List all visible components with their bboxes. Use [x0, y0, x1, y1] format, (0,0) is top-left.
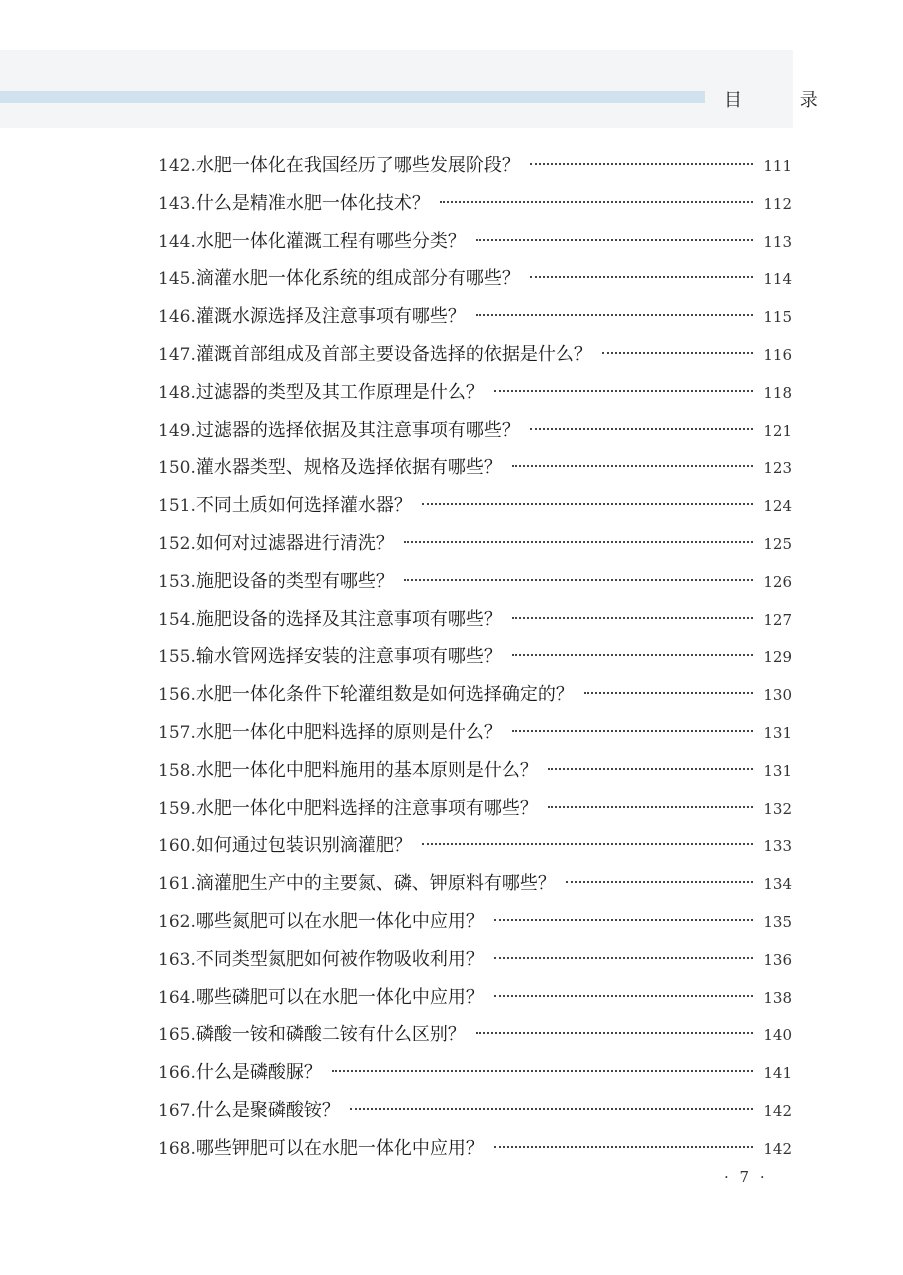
dot-leader [476, 239, 753, 241]
toc-entry-page: 123 [763, 459, 792, 478]
toc-entry[interactable] [158, 563, 792, 601]
toc-entry-number: 147. [158, 344, 196, 365]
toc-entry-title: 灌溉水源选择及注意事项有哪些？ [195, 306, 466, 328]
toc-entry-number: 168. [158, 1138, 196, 1159]
toc-entry-page: 142 [763, 1139, 792, 1158]
toc-entry-title: 输水管网选择安装的注意事项有哪些？ [195, 646, 502, 668]
toc-entry[interactable] [158, 1054, 792, 1092]
toc-entry-title: 灌溉首部组成及首部主要设备选择的依据是什么？ [195, 343, 592, 365]
toc-entry-number: 155. [158, 647, 196, 668]
toc-entry-title: 过滤器的选择依据及其注意事项有哪些？ [195, 419, 520, 441]
toc-entry-title: 水肥一体化中肥料施用的基本原则是什么？ [195, 759, 538, 781]
toc-entry-number: 159. [158, 798, 196, 819]
dot-leader [494, 919, 753, 921]
toc-entry-number: 165. [158, 1025, 196, 1046]
toc-entry-page: 142 [763, 1101, 792, 1120]
dot-leader [332, 1070, 753, 1072]
toc-entry-title: 滴灌肥生产中的主要氮、磷、钾原料有哪些？ [195, 873, 556, 895]
toc-entry-number: 167. [158, 1100, 196, 1121]
toc-entry-number: 157. [158, 722, 196, 743]
dot-leader [404, 579, 753, 581]
toc-entry-page: 131 [763, 761, 792, 780]
toc-entry[interactable] [158, 487, 792, 525]
toc-entry-page: 135 [763, 912, 792, 931]
toc-entry[interactable] [158, 865, 792, 903]
dot-leader [494, 957, 753, 959]
dot-leader [548, 806, 753, 808]
toc-entry[interactable] [158, 223, 792, 261]
toc-entry-number: 144. [158, 231, 196, 252]
toc-entry-page: 118 [763, 383, 792, 402]
header-accent-bar [0, 91, 705, 103]
dot-leader [512, 730, 753, 732]
toc-entry-number: 143. [158, 193, 196, 214]
toc-entry-number: 152. [158, 533, 196, 554]
toc-entry-title: 灌水器类型、规格及选择依据有哪些？ [195, 457, 502, 479]
toc-entry-title: 水肥一体化中肥料选择的原则是什么？ [195, 721, 502, 743]
toc-entry-page: 129 [763, 648, 792, 667]
toc-entry-title: 不同类型氮肥如何被作物吸收利用？ [195, 948, 484, 970]
toc-entry-page: 130 [763, 686, 792, 705]
toc-entry[interactable] [158, 336, 792, 374]
table-of-contents [158, 147, 792, 1168]
toc-entry[interactable] [158, 752, 792, 790]
toc-entry[interactable] [158, 1130, 792, 1168]
toc-entry-page: 112 [763, 194, 792, 213]
toc-entry-page: 116 [763, 345, 792, 364]
toc-entry-title: 施肥设备的选择及其注意事项有哪些？ [195, 608, 502, 630]
dot-leader [494, 390, 753, 392]
header-band [0, 50, 793, 128]
toc-entry[interactable] [158, 941, 792, 979]
toc-entry-page: 126 [763, 572, 792, 591]
dot-leader [512, 654, 753, 656]
toc-entry-page: 138 [763, 988, 792, 1007]
toc-entry[interactable] [158, 1016, 792, 1054]
toc-entry[interactable] [158, 827, 792, 865]
dot-leader [494, 995, 753, 997]
dot-leader [602, 352, 753, 354]
toc-entry-page: 132 [763, 799, 792, 818]
toc-entry-title: 施肥设备的类型有哪些？ [195, 570, 394, 592]
toc-entry-title: 不同土质如何选择灌水器？ [195, 495, 412, 517]
toc-entry-number: 154. [158, 609, 196, 630]
toc-entry-title: 什么是精准水肥一体化技术？ [195, 192, 430, 214]
page-title: 目 录 [724, 90, 844, 111]
dot-leader [422, 503, 753, 505]
toc-entry[interactable] [158, 903, 792, 941]
toc-entry-title: 哪些磷肥可以在水肥一体化中应用？ [195, 986, 484, 1008]
toc-entry-page: 134 [763, 875, 792, 894]
toc-entry-number: 161. [158, 874, 196, 895]
toc-entry-number: 153. [158, 571, 196, 592]
dot-leader [530, 428, 753, 430]
toc-entry-title: 滴灌水肥一体化系统的组成部分有哪些？ [195, 268, 520, 290]
dot-leader [476, 1032, 753, 1034]
toc-entry[interactable] [158, 185, 792, 223]
toc-entry-number: 163. [158, 949, 196, 970]
toc-entry-page: 113 [763, 232, 792, 251]
toc-entry-number: 164. [158, 987, 196, 1008]
dot-leader [548, 768, 753, 770]
toc-entry-page: 125 [763, 534, 792, 553]
toc-entry[interactable] [158, 449, 792, 487]
toc-entry-title: 水肥一体化条件下轮灌组数是如何选择确定的？ [195, 684, 574, 706]
toc-entry[interactable] [158, 1092, 792, 1130]
toc-entry-page: 121 [763, 421, 792, 440]
toc-entry-page: 136 [763, 950, 792, 969]
toc-entry-page: 124 [763, 497, 792, 516]
toc-entry-page: 127 [763, 610, 792, 629]
toc-entry-title: 哪些氮肥可以在水肥一体化中应用？ [195, 910, 484, 932]
toc-entry-title: 过滤器的类型及其工作原理是什么？ [195, 381, 484, 403]
toc-entry-page: 141 [763, 1064, 792, 1083]
toc-entry-number: 149. [158, 420, 196, 441]
toc-entry[interactable] [158, 790, 792, 828]
toc-entry-number: 166. [158, 1063, 196, 1084]
toc-entry[interactable] [158, 601, 792, 639]
toc-entry-page: 140 [763, 1026, 792, 1045]
toc-entry[interactable] [158, 374, 792, 412]
toc-entry-title: 磷酸一铵和磷酸二铵有什么区别？ [195, 1024, 466, 1046]
toc-entry-number: 160. [158, 836, 196, 857]
toc-entry[interactable] [158, 676, 792, 714]
dot-leader [494, 1146, 753, 1148]
toc-entry-number: 158. [158, 760, 196, 781]
dot-leader [530, 276, 753, 278]
toc-entry-page: 133 [763, 837, 792, 856]
toc-entry[interactable] [158, 979, 792, 1017]
toc-entry-page: 115 [763, 308, 792, 327]
dot-leader [512, 465, 753, 467]
toc-entry[interactable] [158, 714, 792, 752]
toc-entry-page: 111 [763, 157, 792, 175]
toc-entry-number: 142. [158, 156, 196, 176]
toc-entry-title: 如何对过滤器进行清洗？ [195, 532, 394, 554]
toc-entry-number: 162. [158, 911, 196, 932]
toc-entry-title: 水肥一体化灌溉工程有哪些分类？ [195, 230, 466, 252]
dot-leader [476, 314, 753, 316]
toc-entry-number: 145. [158, 269, 196, 290]
toc-entry-title: 水肥一体化在我国经历了哪些发展阶段？ [195, 155, 520, 176]
toc-entry-number: 150. [158, 458, 196, 479]
toc-entry[interactable] [158, 412, 792, 450]
toc-entry-title: 哪些钾肥可以在水肥一体化中应用？ [195, 1137, 484, 1159]
dot-leader [530, 163, 753, 165]
toc-entry-number: 148. [158, 382, 196, 403]
toc-entry[interactable] [158, 298, 792, 336]
dot-leader [512, 617, 753, 619]
toc-entry-page: 114 [763, 270, 792, 289]
toc-entry-number: 151. [158, 496, 196, 517]
dot-leader [422, 843, 753, 845]
toc-entry-page: 131 [763, 723, 792, 742]
toc-entry[interactable] [158, 147, 792, 185]
dot-leader [566, 881, 753, 883]
dot-leader [350, 1108, 753, 1110]
toc-entry-number: 146. [158, 307, 196, 328]
dot-leader [440, 201, 753, 203]
dot-leader [584, 692, 753, 694]
toc-entry[interactable] [158, 525, 792, 563]
toc-entry-title: 什么是聚磷酸铵？ [195, 1099, 340, 1121]
toc-entry-title: 如何通过包装识别滴灌肥？ [195, 835, 412, 857]
toc-entry-title: 水肥一体化中肥料选择的注意事项有哪些？ [195, 797, 538, 819]
page-number: · 7 · [724, 1168, 768, 1186]
toc-entry-title: 什么是磷酸脲？ [195, 1062, 322, 1084]
toc-entry[interactable] [158, 260, 792, 298]
dot-leader [404, 541, 753, 543]
toc-entry[interactable] [158, 638, 792, 676]
toc-entry-number: 156. [158, 685, 196, 706]
